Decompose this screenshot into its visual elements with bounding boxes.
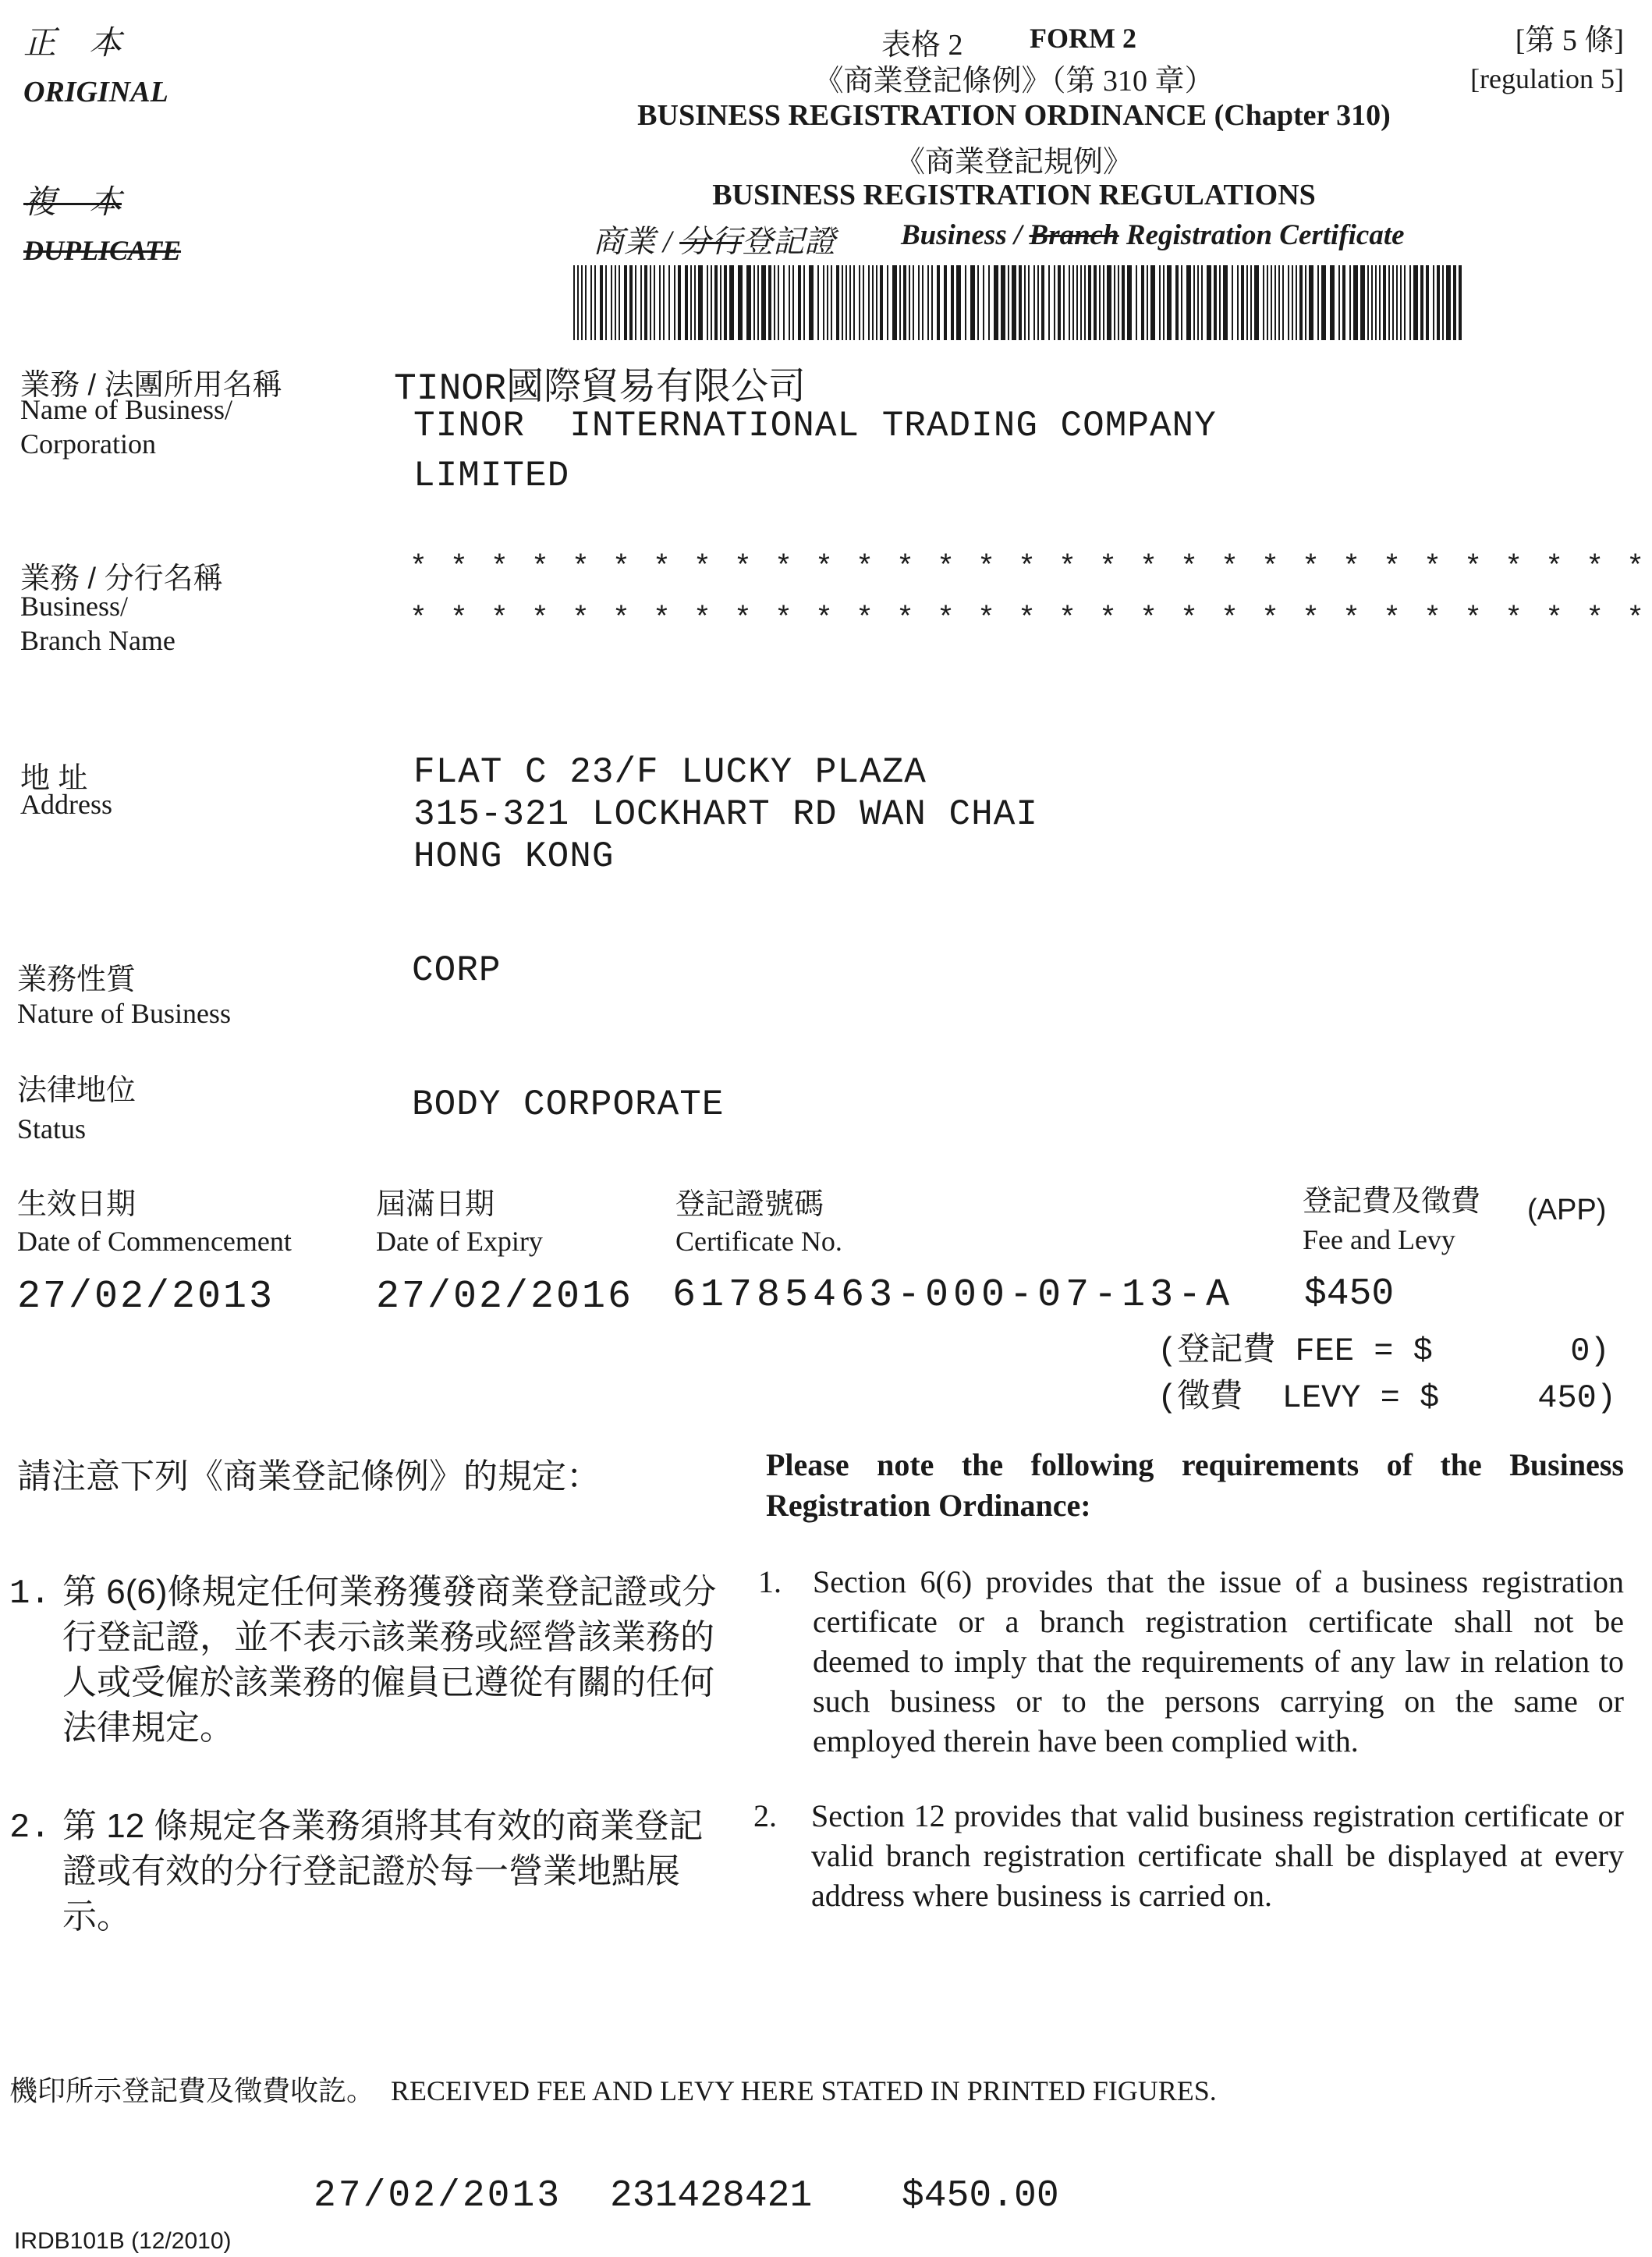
- certificate-title-zh-struck: 分行: [679, 224, 743, 259]
- note1-text-en: Section 6(6) provides that the issue of a business registration certificate or a branch registration certificate shall not be deemed to imply that the requirements of any law in relation to such business or to the persons carrying on the same or employed therein have been complied with.: [813, 1564, 1624, 1758]
- name-label-en-line1: Name of Business/: [20, 394, 232, 425]
- branch-label-zh: 業務 / 分行名稱: [20, 562, 223, 595]
- branch-name-line2: * * * * * * * * * * * * * * * * * * * * * * * * * * * * * * *: [409, 602, 1647, 636]
- nature-label-zh: 業務性質: [17, 963, 136, 996]
- status-value: BODY CORPORATE: [412, 1084, 725, 1125]
- commencement-date: 27/02/2013: [17, 1275, 275, 1319]
- receipt-statement-en: RECEIVED FEE AND LEVY HERE STATED IN PRINTED FIGURES.: [391, 2075, 1217, 2106]
- levy-breakdown: (徵費 LEVY = $ 450): [1157, 1379, 1617, 1417]
- business-name-en-line1: TINOR INTERNATIONAL TRADING COMPANY: [413, 406, 1217, 446]
- address-label-zh: 地 址: [20, 762, 88, 795]
- expiry-label-en: Date of Expiry: [376, 1226, 543, 1257]
- branch-label-en-line1: Business/: [20, 591, 129, 622]
- address-line3: HONG KONG: [413, 836, 615, 877]
- fee-label-zh: 登記費及徵費: [1303, 1185, 1481, 1218]
- regulation-ref-en: [regulation 5]: [1470, 63, 1624, 94]
- receipt-statement: [9, 2069, 1217, 2109]
- receipt-date: 27/02/2013: [314, 2175, 562, 2217]
- certificate-title-en-part1: Business /: [901, 219, 1030, 251]
- notes-heading-zh: 請注意下列《商業登記條例》的規定：: [17, 1457, 601, 1496]
- name-label-en-line2: Corporation: [20, 428, 156, 460]
- duplicate-label-en: DUPLICATE: [23, 235, 182, 266]
- expiry-label-zh: 屆滿日期: [376, 1188, 495, 1221]
- commencement-label-en: Date of Commencement: [17, 1226, 292, 1257]
- status-label-en: Status: [17, 1113, 87, 1144]
- certificate-title-en-part2: Registration Certificate: [1118, 219, 1405, 251]
- form-number-en: FORM 2: [1030, 23, 1136, 54]
- certificate-number: 61785463-000-07-13-A: [672, 1273, 1235, 1318]
- fee-total: $450: [1304, 1273, 1395, 1315]
- certificate-title-en: [901, 218, 1405, 252]
- note2-number-en: 2.: [753, 1798, 777, 1833]
- address-line1: FLAT C 23/F LUCKY PLAZA: [413, 752, 927, 793]
- note2-text-en: Section 12 provides that valid business registration certificate or valid branch registration certificate shall be displayed at every address where business is carried on.: [811, 1798, 1624, 1913]
- duplicate-label-zh: 複 本: [23, 185, 122, 221]
- ordinance-title-en: BUSINESS REGISTRATION ORDINANCE (Chapter 310): [637, 99, 1391, 132]
- notes-heading-en: Please note the following requirements of the Business Registration Ordinance:: [766, 1447, 1624, 1523]
- note1-text-zh: 第 6(6)條規定任何業務獲發商業登記證或分行登記證，並不表示該業務或經營該業務的人或受僱於該業務的僱員已遵從有關的任何法律規定。: [62, 1573, 717, 1747]
- note1-number-zh: 1.: [9, 1574, 51, 1613]
- receipt-amount: $450.00: [902, 2175, 1059, 2217]
- form-code: IRDB101B (12/2010): [14, 2228, 232, 2254]
- regulations-title-en: BUSINESS REGISTRATION REGULATIONS: [712, 179, 1316, 211]
- branch-name-line1: * * * * * * * * * * * * * * * * * * * * * * * * * * * * * * *: [409, 551, 1647, 584]
- nature-value: CORP: [412, 950, 502, 991]
- receipt-statement-zh: 機印所示登記費及徵費收訖。: [9, 2074, 375, 2106]
- app-marker: (APP): [1527, 1194, 1607, 1226]
- fee-label-en: Fee and Levy: [1303, 1224, 1455, 1255]
- certificate-title-zh: [593, 217, 835, 261]
- branch-label-en-line2: Branch Name: [20, 625, 175, 656]
- business-name-en-line2: LIMITED: [413, 456, 570, 496]
- certificate-title-en-struck: Branch: [1029, 219, 1119, 251]
- nature-label-en: Nature of Business: [17, 998, 231, 1029]
- certificate-no-label-en: Certificate No.: [675, 1226, 842, 1257]
- note2-text-zh: 第 12 條規定各業務須將其有效的商業登記證或有效的分行登記證於每一營業地點展示。: [62, 1807, 704, 1936]
- address-label-en: Address: [20, 789, 112, 820]
- certificate-title-zh-part2: 登記證: [742, 224, 836, 259]
- certificate-no-label-zh: 登記證號碼: [675, 1188, 824, 1221]
- form-number-zh: 表格 2: [881, 29, 963, 62]
- business-name-zh: TINOR國際貿易有限公司: [394, 368, 807, 410]
- regulations-title-zh: 《商業登記規例》: [895, 146, 1133, 179]
- fee-breakdown: (登記費 FEE = $ 0): [1157, 1333, 1610, 1370]
- expiry-date: 27/02/2016: [376, 1275, 634, 1319]
- ordinance-title-zh: 《商業登記條例》（第 310 章）: [814, 65, 1214, 98]
- certificate-title-zh-part1: 商業 /: [593, 224, 680, 259]
- receipt-number: 231428421: [610, 2175, 813, 2217]
- barcode: [573, 265, 1470, 343]
- status-label-zh: 法律地位: [17, 1074, 136, 1107]
- commencement-label-zh: 生效日期: [17, 1188, 136, 1221]
- address-line2: 315-321 LOCKHART RD WAN CHAI: [413, 794, 1038, 835]
- original-label-zh: 正 本: [23, 26, 122, 62]
- regulation-ref-zh: [第 5 條]: [1515, 24, 1624, 57]
- note2-number-zh: 2.: [9, 1808, 51, 1847]
- original-label-en: ORIGINAL: [23, 76, 168, 108]
- note1-number-en: 1.: [758, 1564, 782, 1599]
- name-label-zh: 業務 / 法團所用名稱: [20, 369, 282, 402]
